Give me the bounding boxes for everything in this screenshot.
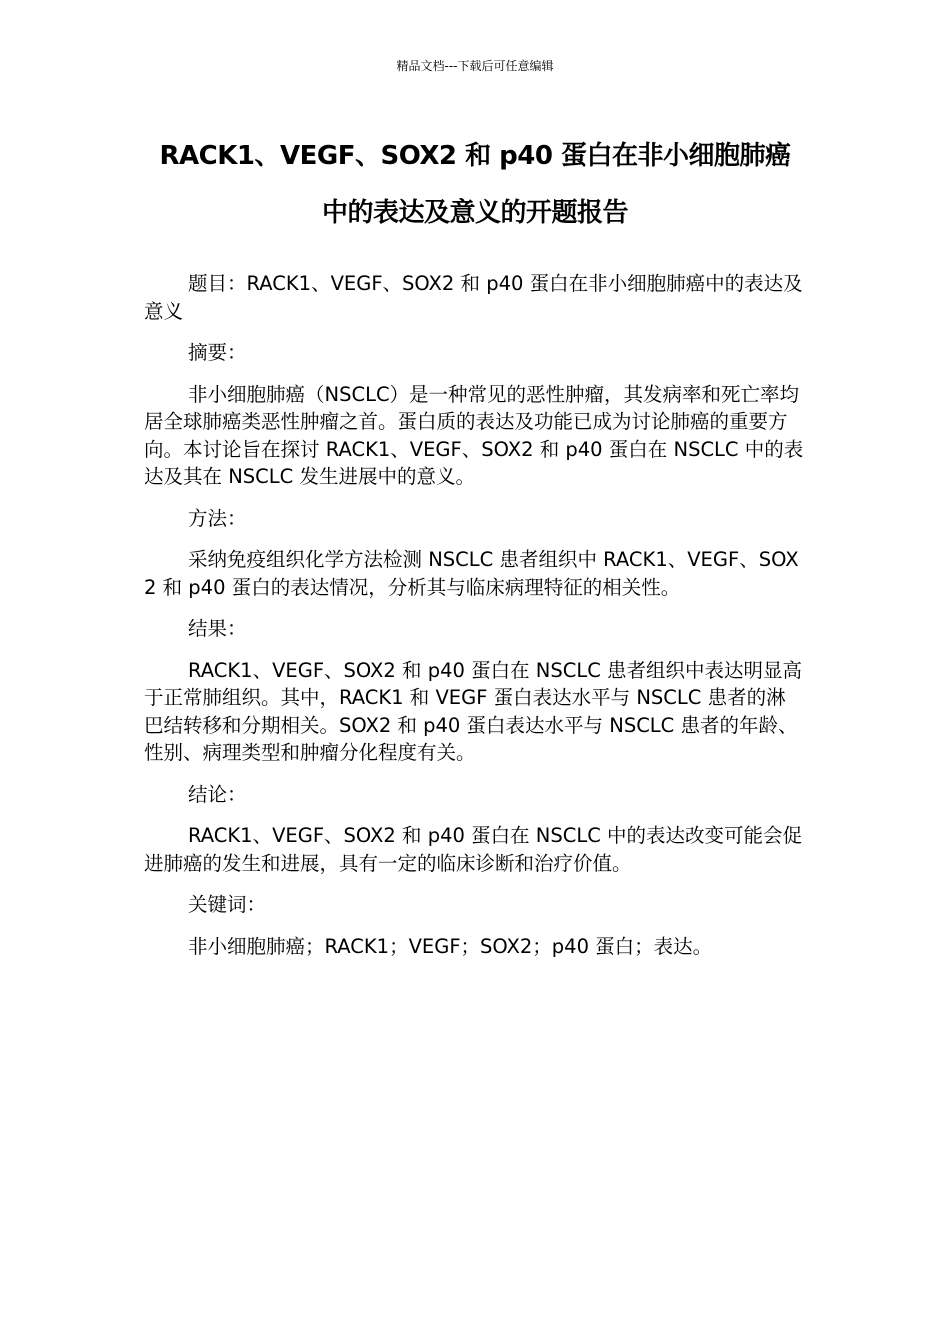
abstract-label: 摘要： [188, 341, 247, 364]
keywords-paragraph: 非小细胞肺癌；RACK1；VEGF；SOX2；p40 蛋白；表达。 [188, 934, 713, 958]
method-paragraph: 采纳免疫组织化学方法检测 NSCLC 患者组织中 RACK1、VEGF、SOX2 和 p40 蛋白的表达情况，分析其与临床病理特征的相关性。 [144, 548, 799, 599]
document-body [144, 270, 804, 974]
conclusion-paragraph: RACK1、VEGF、SOX2 和 p40 蛋白在 NSCLC 中的表达改变可能会促进肺癌的发生和进展，具有一定的临床诊断和治疗价值。 [144, 824, 803, 875]
document-title-line-2: 中的表达及意义的开题报告 [321, 198, 628, 228]
method-label: 方法： [188, 506, 247, 530]
keywords-label: 关键词： [188, 893, 267, 916]
document-title-line-1: RACK1、VEGF、SOX2 和 p40 蛋白在非小细胞肺癌 [159, 141, 791, 171]
header-note: 精品文档---下载后可任意编辑 [396, 59, 554, 73]
result-paragraph: RACK1、VEGF、SOX2 和 p40 蛋白在 NSCLC 患者组织中表达明显高于正常肺组织。其中，RACK1 和 VEGF 蛋白表达水平与 NSCLC 患者的淋巴结转移和分期相关。SOX2 和 p40 蛋白表达水平与 NSCLC 患者的年龄、性别、病理类型和肿瘤分化程度有关。 [144, 658, 803, 764]
topic-paragraph: 题目：RACK1、VEGF、SOX2 和 p40 蛋白在非小细胞肺癌中的表达及意义 [144, 272, 803, 323]
conclusion-label: 结论： [188, 782, 247, 806]
abstract-paragraph: 非小细胞肺癌（NSCLC）是一种常见的恶性肿瘤，其发病率和死亡率均居全球肺癌类恶性肿瘤之首。蛋白质的表达及功能已成为讨论肺癌的重要方向。本讨论旨在探讨 RACK1、VEGF、SOX2 和 p40 蛋白在 NSCLC 中的表达及其在 NSCLC 发生进展中的意义。 [144, 382, 804, 488]
result-label: 结果： [188, 617, 247, 640]
